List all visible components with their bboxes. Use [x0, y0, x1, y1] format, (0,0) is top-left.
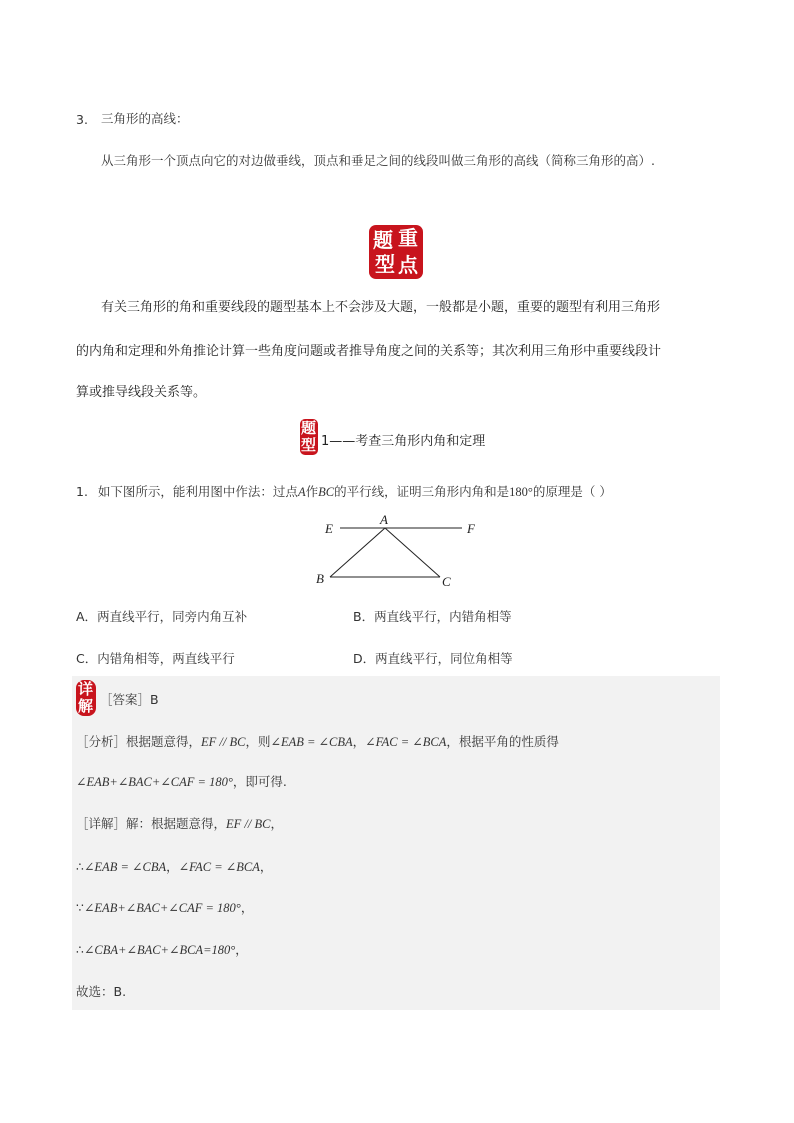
intro-line-1: 有关三角形的角和重要线段的题型基本上不会涉及大题，一般都是小题，重要的题型有利用三角形 — [101, 300, 661, 315]
seal-char: 解 — [78, 697, 94, 715]
type-title: 1——考查三角形内角和定理 — [321, 434, 486, 449]
option-a — [76, 607, 247, 625]
question-text-c: 的平行线，证明三角形内角和是 — [334, 484, 510, 499]
analysis-line-1 — [76, 732, 559, 750]
therefore-symbol: ∴ — [76, 942, 84, 957]
label-f: F — [467, 521, 475, 536]
intro-line-3: 算或推导线段关系等。 — [76, 385, 207, 400]
seal-char: 题 — [373, 228, 393, 252]
step-math: ∠EAB+∠BAC+∠CAF = 180° — [83, 901, 241, 915]
conclusion: 故选：B. — [76, 984, 127, 999]
step-2 — [76, 898, 253, 916]
seal-char: 型 — [375, 252, 395, 276]
key-types-seal-icon — [369, 225, 423, 279]
step-math: ∠EAB = ∠CBA — [83, 860, 167, 874]
label-c: C — [442, 574, 451, 589]
step-math: ∠CBA+∠BAC+∠BCA=180° — [83, 943, 236, 957]
analysis-math: EF // BC — [201, 735, 246, 749]
option-label: D． — [353, 651, 376, 666]
detail-prefix: ［详解］解：根据题意得， — [76, 816, 227, 831]
segment-ab — [330, 528, 385, 577]
analysis-prefix: ［分析］根据题意得， — [76, 734, 202, 749]
detail-suffix: ， — [270, 816, 283, 831]
therefore-symbol: ∴ — [76, 859, 84, 874]
option-d — [353, 649, 513, 667]
solution-panel — [72, 676, 720, 1010]
label-a: A — [380, 512, 388, 527]
step-1 — [76, 857, 272, 875]
option-b — [353, 607, 512, 625]
analysis-suffix: ，即可得. — [232, 774, 287, 789]
detail-seal-icon — [76, 680, 96, 716]
seal-char: 型 — [301, 436, 317, 454]
seal-char: 详 — [78, 680, 94, 698]
section-heading: 三角形的高线： — [101, 111, 189, 126]
option-text: 两直线平行，同旁内角互补 — [97, 609, 248, 624]
section-number: 3. — [76, 112, 88, 127]
analysis-line-2 — [76, 772, 287, 790]
step-suffix: ， — [235, 942, 248, 957]
answer-line: ［答案］B — [100, 692, 159, 707]
question-text-a: 如下图所示，能利用图中作法：过点 — [97, 484, 298, 499]
seal-char: 点 — [398, 253, 418, 277]
segment-ac — [385, 528, 440, 577]
option-c — [76, 649, 235, 667]
option-label: A． — [76, 609, 98, 624]
option-text: 两直线平行，同位角相等 — [375, 651, 513, 666]
step-suffix: ， — [240, 900, 254, 915]
question-line — [76, 482, 612, 500]
detail-math: EF // BC — [226, 817, 271, 831]
step-sep: ， — [166, 859, 179, 874]
option-text: 内错角相等，两直线平行 — [97, 651, 235, 666]
detail-line — [76, 814, 283, 832]
question-text-b: 作 — [305, 484, 319, 499]
analysis-math: ∠FAC = ∠BCA — [365, 735, 447, 749]
analysis-math: ∠EAB+∠BAC+∠CAF = 180° — [76, 775, 233, 789]
seal-char: 重 — [398, 226, 418, 250]
question-segment-bc: BC — [318, 485, 335, 499]
type-seal-icon — [300, 419, 318, 455]
analysis-math: ∠EAB = ∠CBA — [270, 735, 353, 749]
seal-char: 题 — [301, 419, 317, 437]
question-degrees: 180° — [509, 485, 533, 499]
analysis-mid: ，则 — [245, 734, 271, 749]
question-number: 1. — [76, 484, 88, 499]
section-definition: 从三角形一个顶点向它的对边做垂线，顶点和垂足之间的线段叫做三角形的高线（简称三角形的高）. — [101, 153, 655, 168]
label-e: E — [325, 521, 333, 536]
because-symbol: ∵ — [76, 900, 84, 915]
question-text-d: 的原理是（ ） — [532, 484, 612, 499]
step-3 — [76, 940, 248, 958]
analysis-suffix: ，根据平角的性质得 — [446, 734, 559, 749]
triangle-figure — [310, 510, 490, 590]
analysis-sep: ， — [352, 734, 366, 749]
step-math: ∠FAC = ∠BCA — [178, 860, 260, 874]
option-label: C． — [76, 651, 98, 666]
intro-line-2: 的内角和定理和外角推论计算一些角度问题或者推导角度之间的关系等；其次利用三角形中重要线段计 — [76, 344, 662, 359]
option-label: B． — [353, 609, 375, 624]
step-suffix: ， — [259, 859, 273, 874]
question-point-a: A — [297, 485, 306, 499]
label-b: B — [316, 571, 324, 586]
option-text: 两直线平行，内错角相等 — [374, 609, 512, 624]
